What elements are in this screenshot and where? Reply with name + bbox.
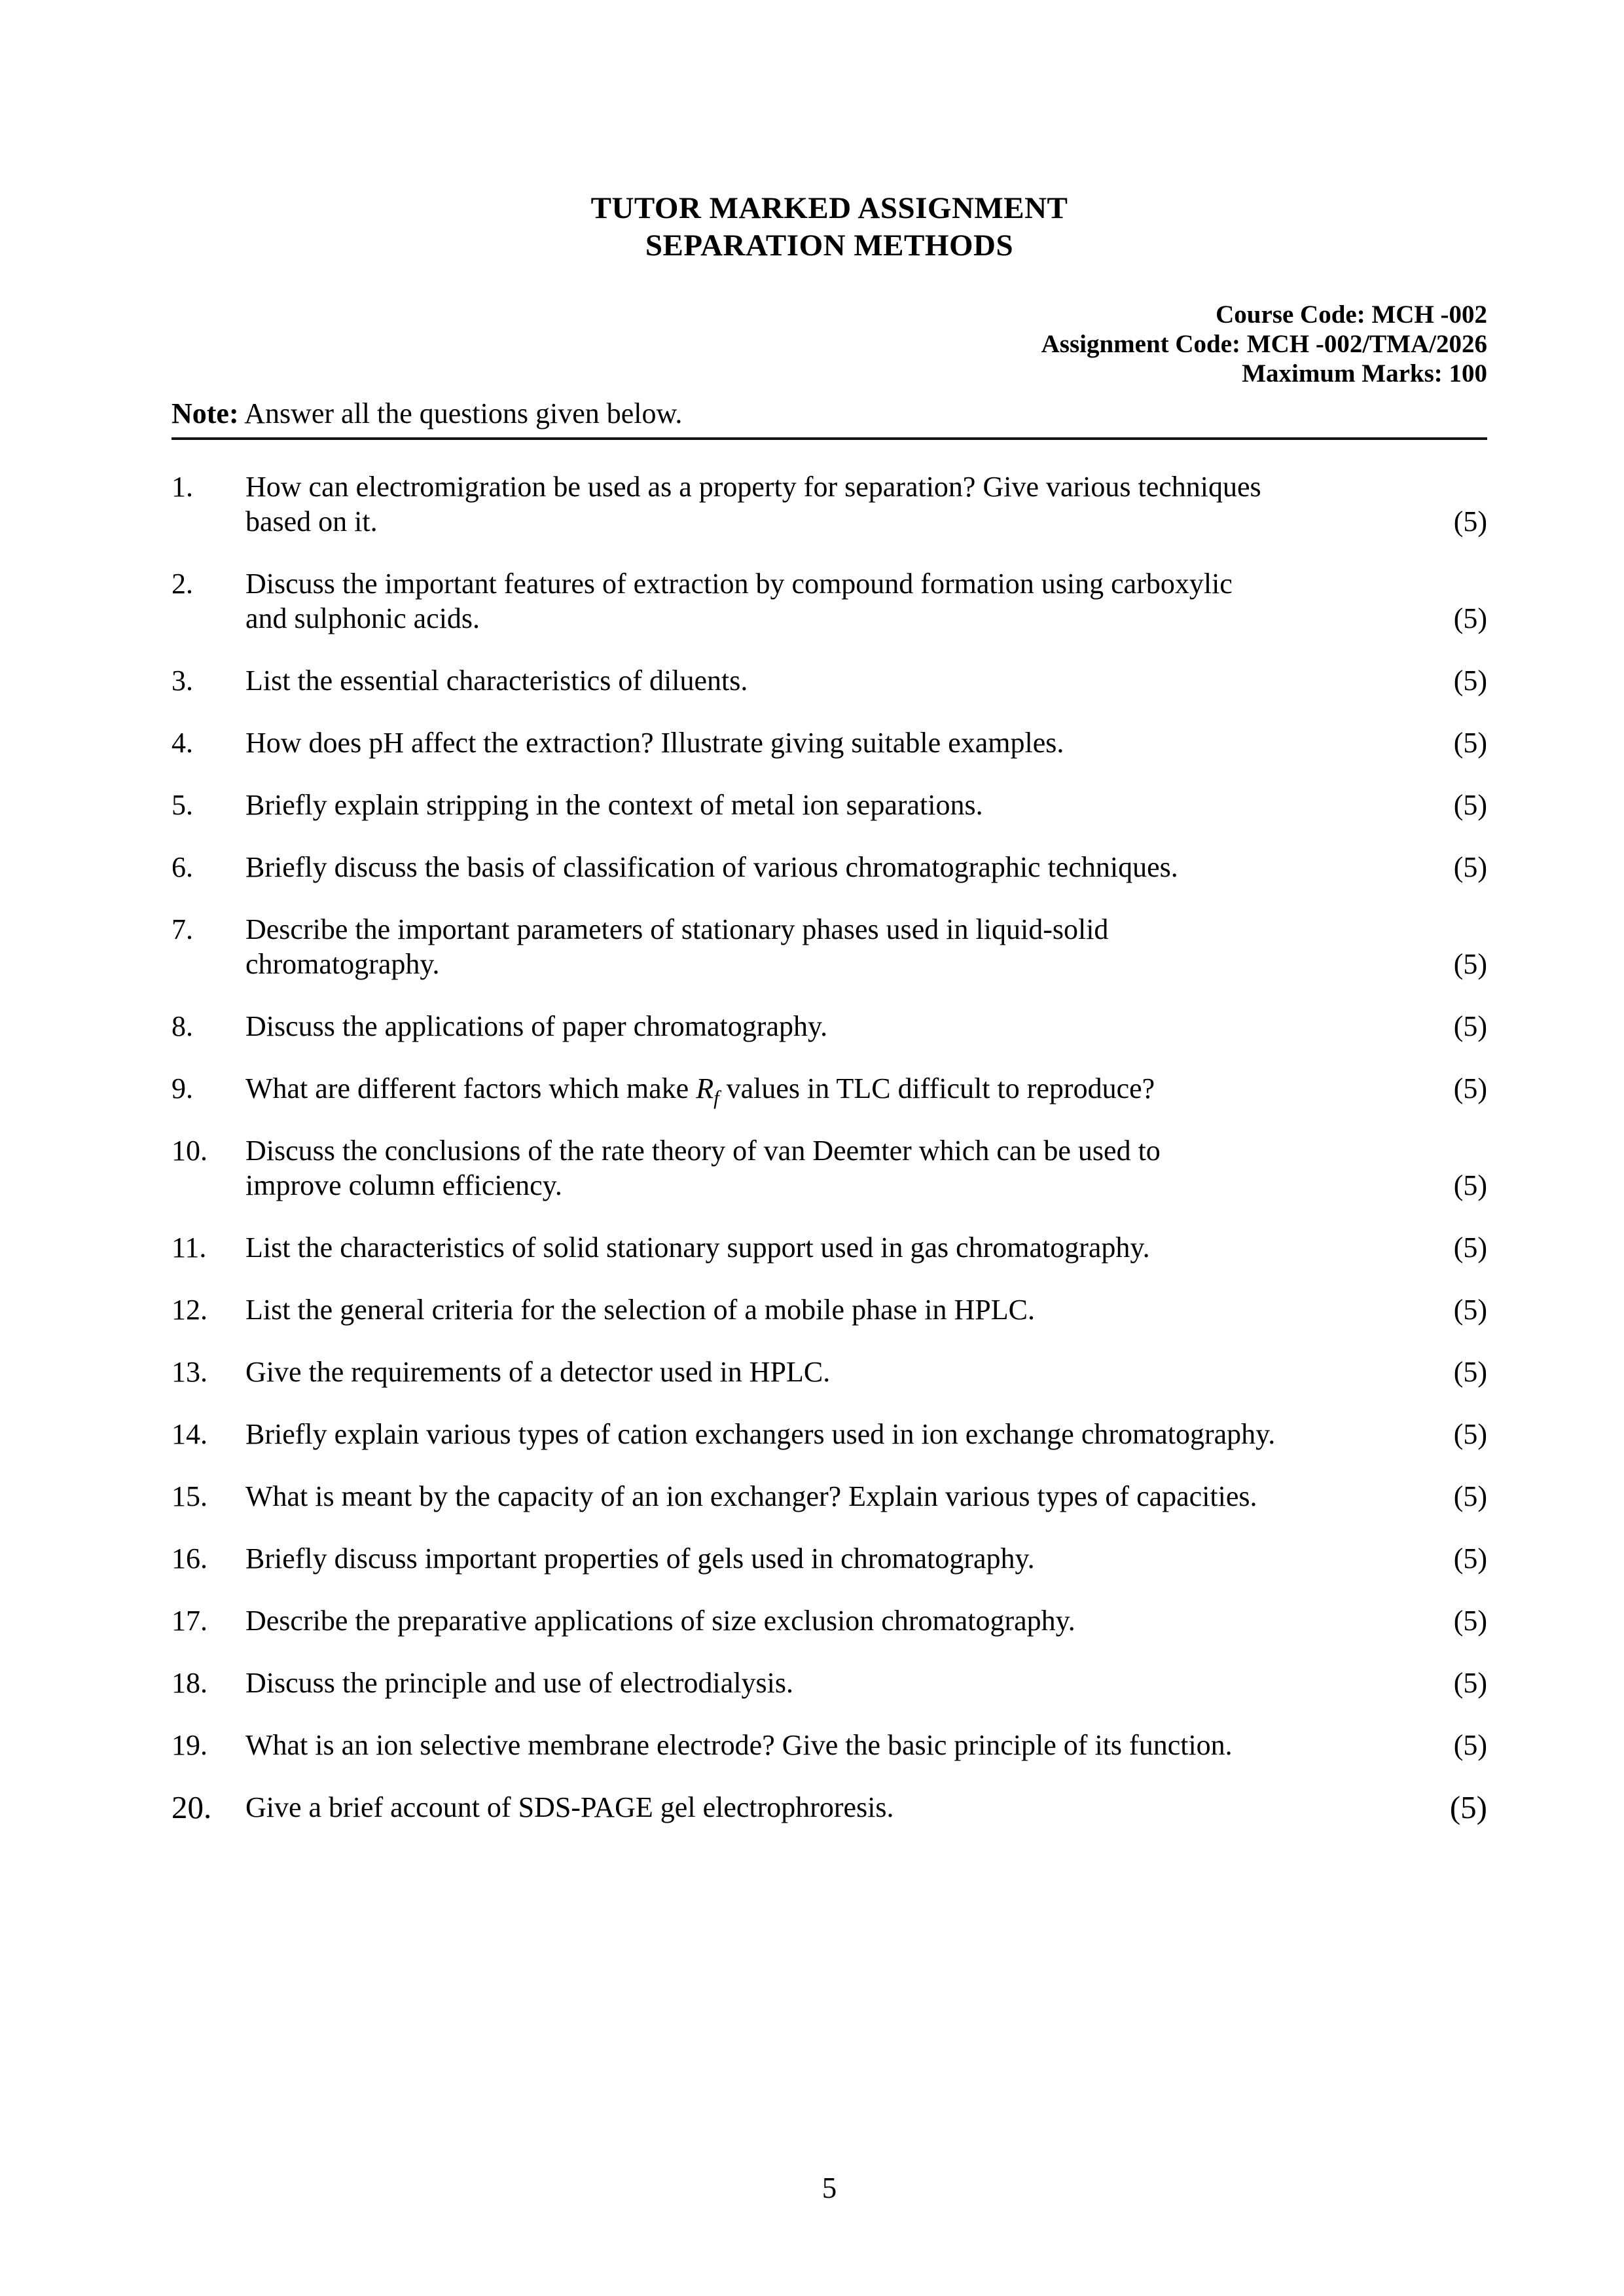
document-content bbox=[171, 0, 1487, 1852]
question-number: 9. bbox=[171, 1072, 193, 1104]
question-line: What is meant by the capacity of an ion exchanger? Explain various types of capacities. bbox=[245, 1480, 1257, 1512]
question-text bbox=[245, 1071, 1415, 1109]
question-row-2 bbox=[171, 566, 1487, 636]
question-row-6 bbox=[171, 850, 1487, 884]
question-list bbox=[171, 469, 1487, 1852]
question-text bbox=[245, 1479, 1415, 1514]
question-line: List the essential characteristics of diluents. bbox=[245, 665, 748, 697]
question-row-10 bbox=[171, 1133, 1487, 1203]
question-number: 3. bbox=[171, 665, 193, 697]
rf-subscript: f bbox=[713, 1086, 719, 1109]
question-marks: (5) bbox=[1453, 948, 1487, 980]
question-marks: (5) bbox=[1453, 1667, 1487, 1699]
question-text-before-rf: What are different factors which make bbox=[245, 1072, 696, 1104]
question-number: 5. bbox=[171, 789, 193, 821]
question-marks: (5) bbox=[1453, 1356, 1487, 1388]
question-text bbox=[245, 469, 1415, 539]
question-line: Give a brief account of SDS-PAGE gel electrophroresis. bbox=[245, 1791, 894, 1823]
question-text bbox=[245, 1355, 1415, 1389]
question-text bbox=[245, 850, 1415, 884]
question-number: 18. bbox=[171, 1667, 208, 1699]
question-text bbox=[245, 1009, 1415, 1044]
question-text bbox=[245, 1292, 1415, 1327]
rf-symbol: R bbox=[696, 1072, 714, 1104]
question-marks: (5) bbox=[1453, 1231, 1487, 1264]
question-line: Discuss the principle and use of electrodialysis. bbox=[245, 1667, 794, 1699]
question-number: 14. bbox=[171, 1418, 208, 1450]
question-line: Discuss the applications of paper chromatography. bbox=[245, 1010, 828, 1042]
question-row-15 bbox=[171, 1479, 1487, 1514]
question-line: Briefly discuss important properties of gels used in chromatography. bbox=[245, 1542, 1035, 1575]
question-text bbox=[245, 1133, 1415, 1203]
question-line: Briefly discuss the basis of classification of various chromatographic techniques. bbox=[245, 851, 1178, 883]
question-number: 1. bbox=[171, 471, 193, 503]
question-number: 16. bbox=[171, 1542, 208, 1575]
question-marks: (5) bbox=[1453, 1072, 1487, 1104]
title-line-2: SEPARATION METHODS bbox=[645, 228, 1014, 263]
question-row-16 bbox=[171, 1541, 1487, 1576]
question-marks: (5) bbox=[1453, 1542, 1487, 1575]
question-marks: (5) bbox=[1453, 1418, 1487, 1450]
question-row-3 bbox=[171, 663, 1487, 698]
question-row-1 bbox=[171, 469, 1487, 539]
question-text-after-rf: values in TLC difficult to reproduce? bbox=[719, 1072, 1155, 1104]
question-number: 13. bbox=[171, 1356, 208, 1388]
maximum-marks: Maximum Marks: 100 bbox=[1242, 359, 1487, 388]
question-text bbox=[245, 788, 1415, 822]
question-marks: (5) bbox=[1453, 1169, 1487, 1201]
question-text bbox=[245, 1541, 1415, 1576]
question-row-5 bbox=[171, 788, 1487, 822]
header-codes bbox=[171, 300, 1487, 388]
question-text bbox=[245, 1666, 1415, 1700]
question-number: 11. bbox=[171, 1231, 207, 1264]
question-marks: (5) bbox=[1453, 727, 1487, 759]
question-line: and sulphonic acids. bbox=[245, 602, 480, 634]
page-footer bbox=[171, 2171, 1487, 2206]
question-number: 15. bbox=[171, 1480, 208, 1512]
question-text bbox=[245, 1230, 1415, 1265]
question-row-11 bbox=[171, 1230, 1487, 1265]
question-marks: (5) bbox=[1453, 1010, 1487, 1042]
question-line: Describe the important parameters of stationary phases used in liquid-solid bbox=[245, 913, 1109, 945]
question-text bbox=[245, 663, 1415, 698]
question-text bbox=[245, 1603, 1415, 1638]
question-marks: (5) bbox=[1453, 665, 1487, 697]
question-line: Discuss the conclusions of the rate theory of van Deemter which can be used to bbox=[245, 1135, 1161, 1167]
question-text bbox=[245, 1728, 1415, 1762]
question-number: 4. bbox=[171, 727, 193, 759]
question-number: 8. bbox=[171, 1010, 193, 1042]
question-text bbox=[245, 912, 1415, 981]
course-code: Course Code: MCH -002 bbox=[1216, 301, 1487, 329]
question-marks: (5) bbox=[1453, 505, 1487, 538]
question-row-19 bbox=[171, 1728, 1487, 1762]
title-line-1: TUTOR MARKED ASSIGNMENT bbox=[590, 191, 1068, 225]
question-line: Briefly explain various types of cation exchangers used in ion exchange chromatography. bbox=[245, 1418, 1276, 1450]
question-line: Give the requirements of a detector used in HPLC. bbox=[245, 1356, 831, 1388]
question-row-18 bbox=[171, 1666, 1487, 1700]
question-line: How can electromigration be used as a property for separation? Give various techniques bbox=[245, 471, 1261, 503]
page-number: 5 bbox=[821, 2172, 837, 2204]
question-line: Describe the preparative applications of size exclusion chromatography. bbox=[245, 1605, 1075, 1637]
question-text bbox=[245, 566, 1415, 636]
question-marks: (5) bbox=[1453, 1605, 1487, 1637]
question-line: Briefly explain stripping in the context of metal ion separations. bbox=[245, 789, 983, 821]
note-text: Answer all the questions given below. bbox=[238, 397, 683, 429]
question-marks: (5) bbox=[1453, 1480, 1487, 1512]
question-row-17 bbox=[171, 1603, 1487, 1638]
document-title bbox=[171, 190, 1487, 264]
question-text bbox=[245, 1790, 1415, 1825]
note-line bbox=[171, 396, 1487, 440]
question-number: 12. bbox=[171, 1294, 208, 1326]
question-number: 10. bbox=[171, 1135, 208, 1167]
question-line: How does pH affect the extraction? Illustrate giving suitable examples. bbox=[245, 727, 1064, 759]
question-marks: (5) bbox=[1453, 1729, 1487, 1761]
question-row-12 bbox=[171, 1292, 1487, 1327]
question-marks: (5) bbox=[1453, 789, 1487, 821]
question-line: List the general criteria for the selection of a mobile phase in HPLC. bbox=[245, 1294, 1035, 1326]
question-row-9 bbox=[171, 1071, 1487, 1109]
question-row-7 bbox=[171, 912, 1487, 981]
question-row-20 bbox=[171, 1790, 1487, 1825]
question-marks: (5) bbox=[1453, 1294, 1487, 1326]
question-number: 20. bbox=[171, 1789, 212, 1825]
question-line bbox=[245, 1071, 1415, 1109]
question-text bbox=[245, 1417, 1415, 1451]
question-number: 17. bbox=[171, 1605, 208, 1637]
question-marks: (5) bbox=[1449, 1789, 1487, 1825]
question-line: Discuss the important features of extraction by compound formation using carboxylic bbox=[245, 568, 1233, 600]
question-row-8 bbox=[171, 1009, 1487, 1044]
question-number: 7. bbox=[171, 913, 193, 945]
question-number: 2. bbox=[171, 568, 193, 600]
question-row-4 bbox=[171, 725, 1487, 760]
question-marks: (5) bbox=[1453, 602, 1487, 634]
question-line: chromatography. bbox=[245, 948, 440, 980]
question-line: based on it. bbox=[245, 505, 378, 538]
question-marks: (5) bbox=[1453, 851, 1487, 883]
question-row-13 bbox=[171, 1355, 1487, 1389]
question-row-14 bbox=[171, 1417, 1487, 1451]
assignment-code: Assignment Code: MCH -002/TMA/2026 bbox=[1041, 330, 1487, 358]
question-number: 19. bbox=[171, 1729, 208, 1761]
question-number: 6. bbox=[171, 851, 193, 883]
note-label: Note: bbox=[171, 397, 239, 429]
question-text bbox=[245, 725, 1415, 760]
question-line: What is an ion selective membrane electrode? Give the basic principle of its function. bbox=[245, 1729, 1233, 1761]
question-line: List the characteristics of solid stationary support used in gas chromatography. bbox=[245, 1231, 1150, 1264]
question-line: improve column efficiency. bbox=[245, 1169, 562, 1201]
